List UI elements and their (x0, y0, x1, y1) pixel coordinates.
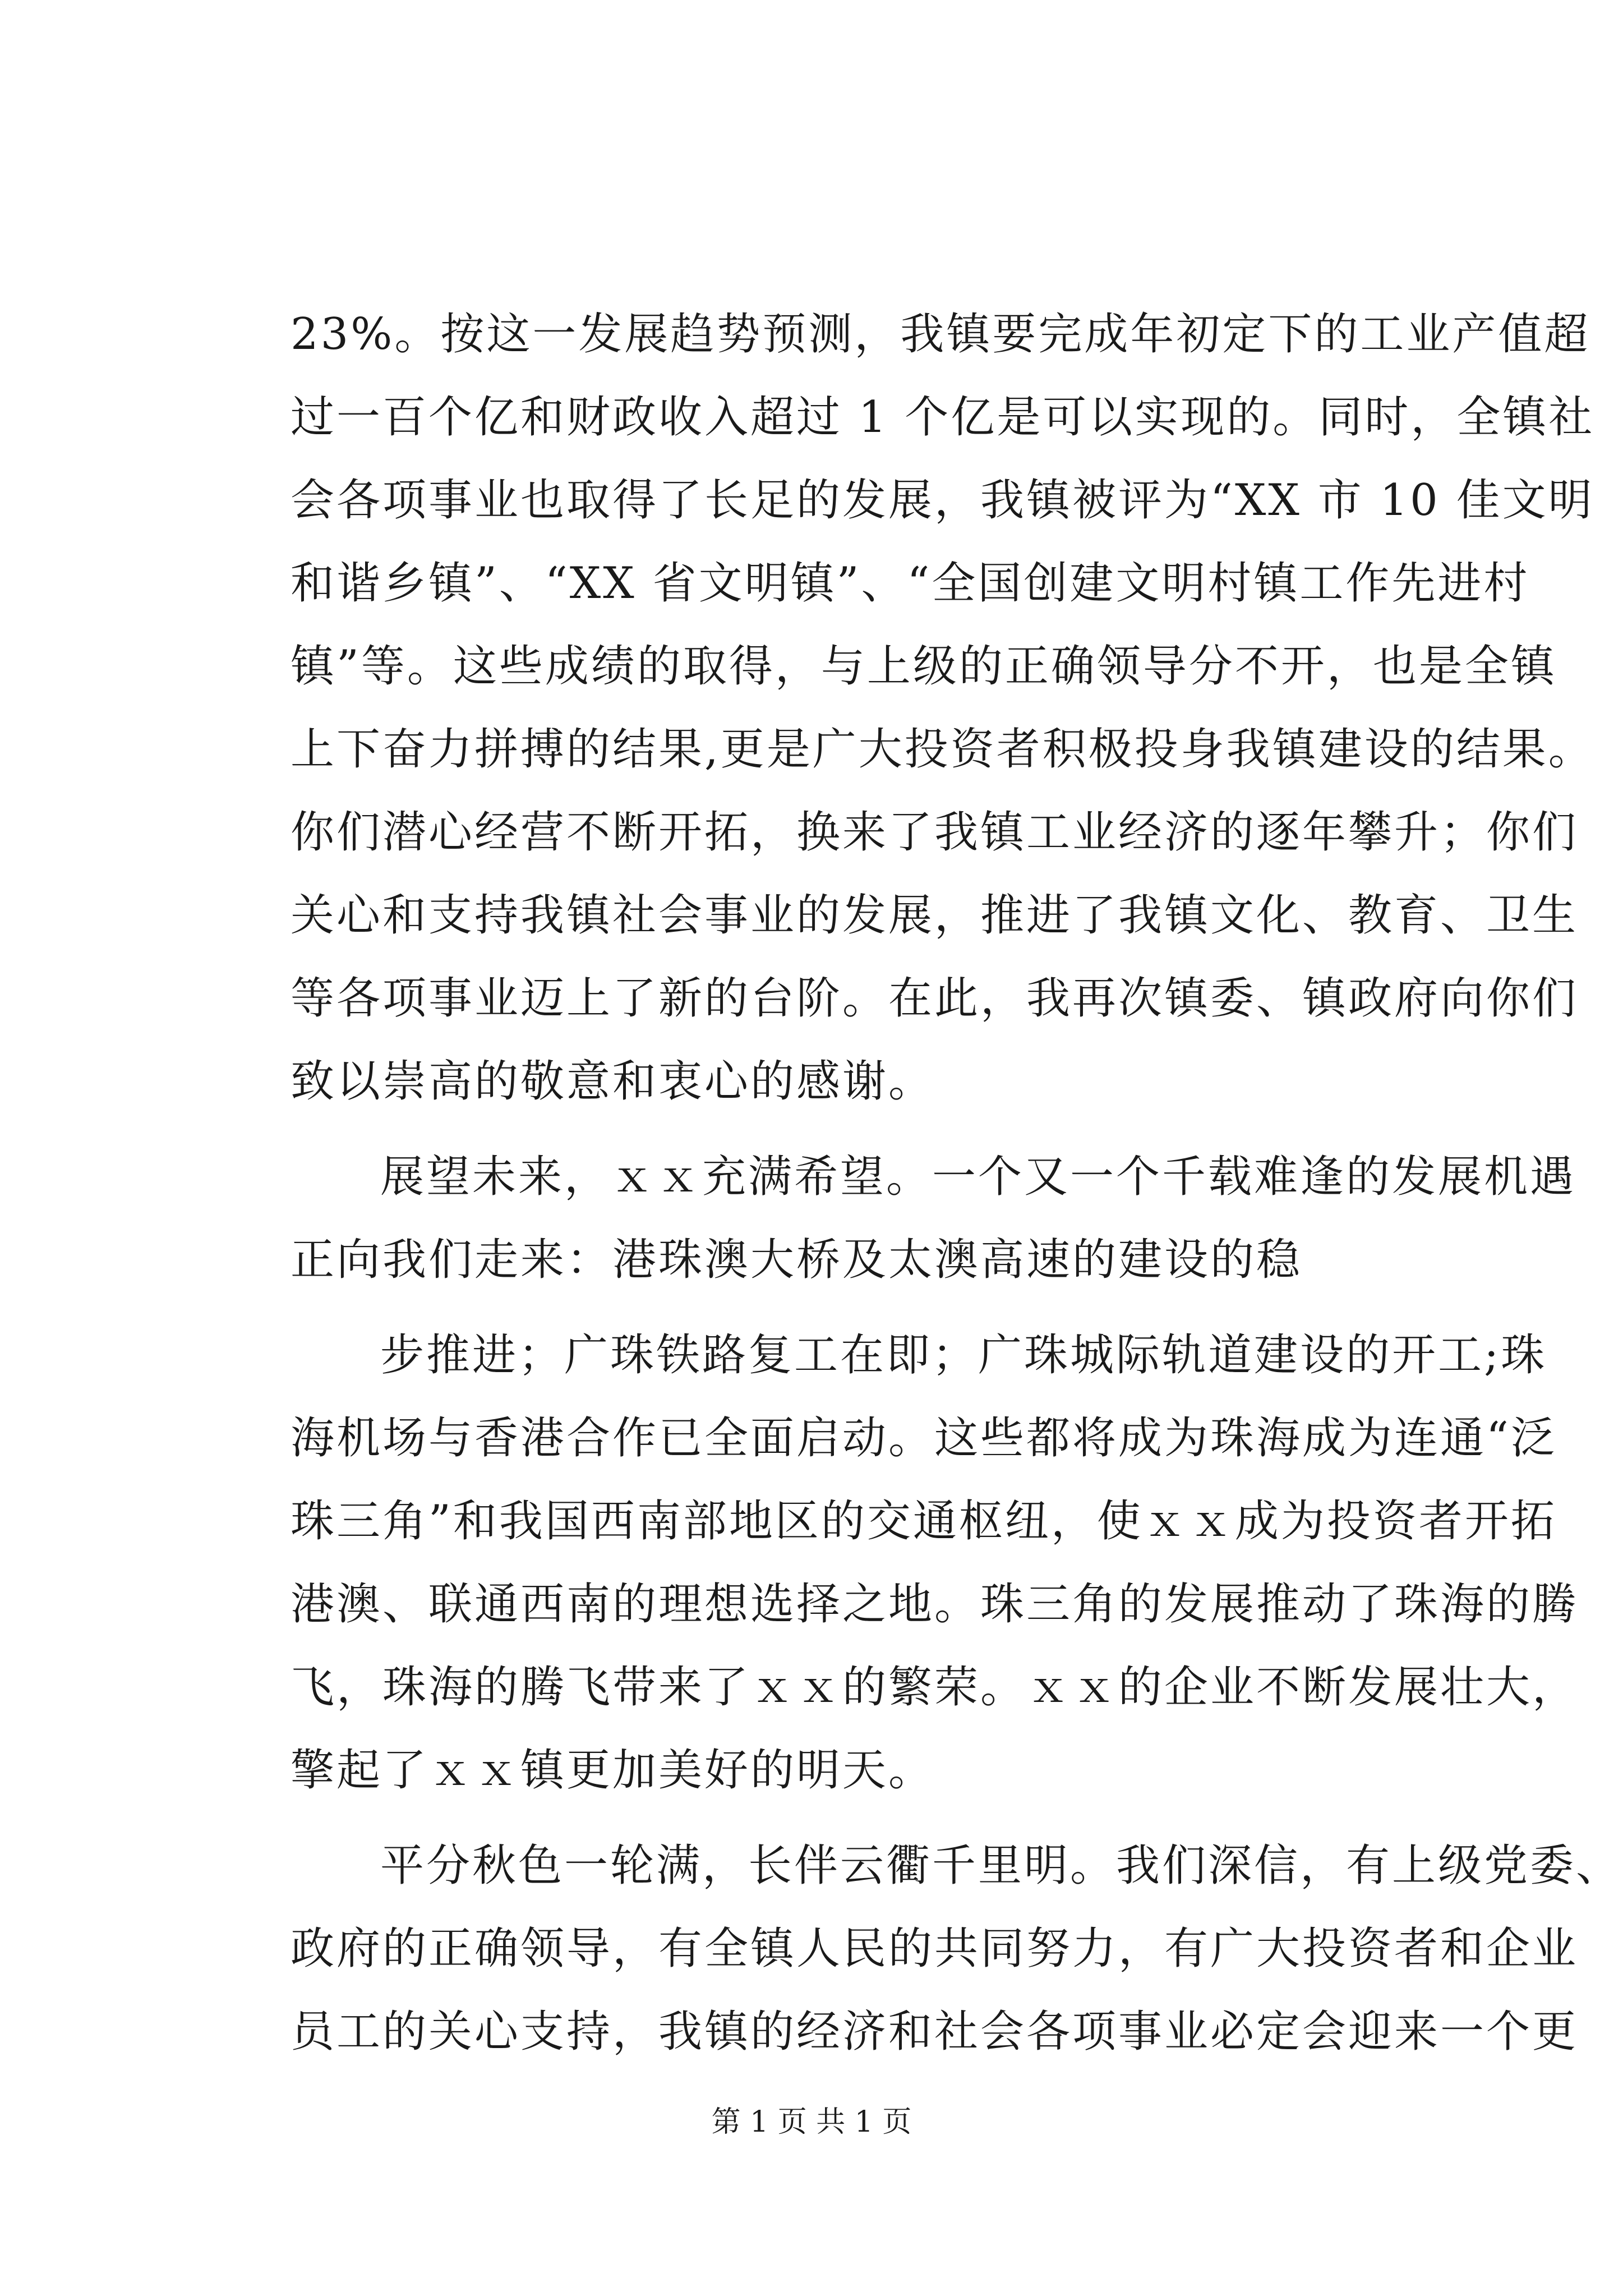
text-line: 会各项事业也取得了长足的发展，我镇被评为“XX 市 10 佳文明 (291, 475, 1594, 526)
paragraph-1 (291, 293, 1595, 1123)
paragraph-spacing (291, 1301, 1426, 1314)
text-line: 海机场与香港合作已全面启动。这些都将成为珠海成为连通“泛 (291, 1413, 1557, 1464)
text-line: 致以崇高的敬意和衷心的感谢。 (291, 1056, 935, 1107)
text-line: 政府的正确领导，有全镇人民的共同努力，有广大投资者和企业 (291, 1924, 1579, 1974)
text-line: 正向我们走来：港珠澳大桥及太澳高速的建设的稳 (291, 1235, 1303, 1285)
page-footer: 第 1 页 共 1 页 (711, 2105, 912, 2139)
text-line: 你们潜心经营不断开拓，换来了我镇工业经济的逐年攀升；你们 (291, 807, 1579, 858)
text-line: 员工的关心支持，我镇的经济和社会各项事业必定会迎来一个更 (291, 2007, 1579, 2057)
paragraph-spacing (291, 1123, 1426, 1135)
text-line: 擎起了ｘｘ镇更加美好的明天。 (291, 1745, 935, 1796)
text-line: 等各项事业迈上了新的台阶。在此，我再次镇委、镇政府向你们 (291, 973, 1579, 1024)
text-line: 23%。按这一发展趋势预测，我镇要完成年初定下的工业产值超 (291, 309, 1590, 360)
text-line: 关心和支持我镇社会事业的发展，推进了我镇文化、教育、卫生 (291, 890, 1579, 941)
text-line: 展望未来，ｘｘ充满希望。一个又一个千载难逢的发展机遇 (380, 1152, 1576, 1202)
text-line: 和谐乡镇”、“XX 省文明镇”、“全国创建文明村镇工作先进村 (291, 558, 1530, 609)
text-line: 珠三角”和我国西南部地区的交通枢纽，使ｘｘ成为投资者开拓 (291, 1496, 1557, 1547)
paragraph-3 (291, 1314, 1579, 1812)
text-line: 港澳、联通西南的理想选择之地。珠三角的发展推动了珠海的腾 (291, 1579, 1579, 1630)
text-line: 上下奋力拼搏的结果,更是广大投资者积极投身我镇建设的结果。 (291, 724, 1594, 775)
paragraph-2 (291, 1135, 1576, 1301)
document-body (291, 293, 1622, 2073)
text-line: 镇”等。这些成绩的取得，与上级的正确领导分不开，也是全镇 (291, 641, 1557, 692)
paragraph-spacing (291, 1812, 1426, 1824)
paragraph-4 (291, 1824, 1622, 2073)
text-line: 平分秋色一轮满，长伴云衢千里明。我们深信，有上级党委、 (380, 1841, 1622, 1891)
text-line: 过一百个亿和财政收入超过 1 个亿是可以实现的。同时，全镇社 (291, 392, 1595, 443)
text-line: 飞，珠海的腾飞带来了ｘｘ的繁荣。ｘｘ的企业不断发展壮大， (291, 1662, 1579, 1713)
text-line: 步推进；广珠铁路复工在即；广珠城际轨道建设的开工;珠 (380, 1330, 1547, 1381)
